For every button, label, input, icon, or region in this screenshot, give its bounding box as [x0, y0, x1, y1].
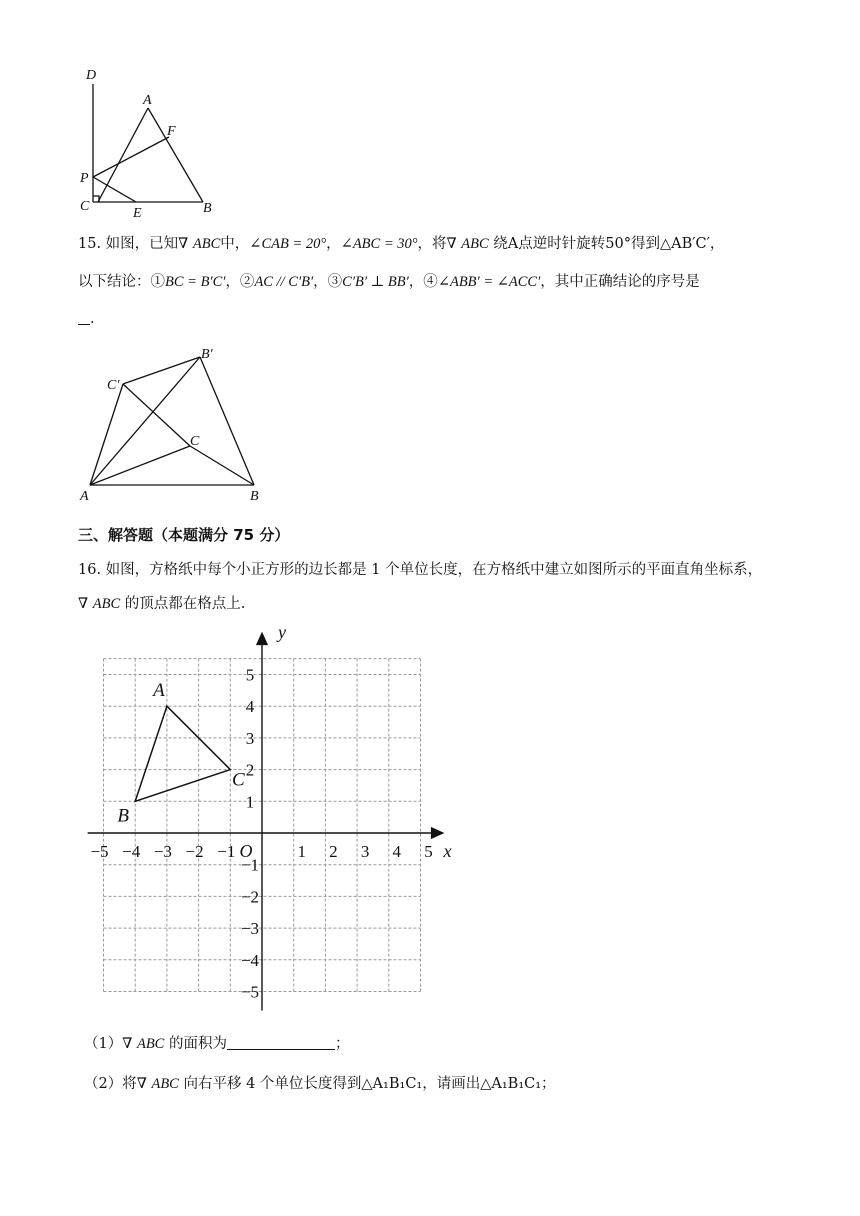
q16-sub2: （2）将∇ ABC 向右平移 4 个单位长度得到△A₁B₁C₁，请画出△A₁B₁C₁； — [84, 1076, 556, 1092]
y-tick-label: 5 — [245, 665, 255, 685]
label-a: A — [143, 93, 152, 108]
section-heading: 三、解答题（本题满分 75 分） — [78, 526, 290, 544]
q15-number: 15. — [78, 236, 102, 252]
label-bp: B′ — [201, 347, 213, 362]
label-d: D — [86, 68, 97, 83]
label-b: B — [250, 489, 259, 504]
label-f: F — [167, 124, 176, 139]
x-tick-label: 5 — [424, 842, 433, 861]
x-tick-label: 2 — [329, 842, 338, 861]
y-tick-label: 3 — [245, 728, 255, 748]
label-cp: C′ — [107, 378, 120, 393]
x-tick-label: −4 — [122, 842, 141, 861]
vertex-label-a: A — [153, 680, 165, 702]
label-a: A — [80, 489, 89, 504]
q15-line2: 以下结论：①BC = B′C′，②AC // C′B′，③C′B′ ⊥ BB′，④∠ABB′ = ∠ACC′，其中正确结论的序号是 — [78, 274, 700, 290]
origin-label: O — [239, 841, 253, 861]
q15-claim2: AC // C′B′ — [254, 274, 314, 290]
x-tick-label: −2 — [185, 842, 204, 861]
q16-sub1: （1）∇ ABC 的面积为 ； — [84, 1036, 350, 1052]
q15-cond1: ∠CAB = 20° — [249, 236, 327, 252]
q15-claim3: C′B′ ⊥ BB′ — [342, 274, 409, 290]
label-p: P — [80, 171, 89, 186]
q15-claim4: ∠ABB′ = ∠ACC′ — [437, 274, 541, 290]
q15-cond2: ∠ABC = 30° — [340, 236, 418, 252]
q15-line3: . — [78, 310, 95, 327]
triangle-abc — [135, 706, 230, 801]
q15-claim1: BC = B′C′ — [165, 274, 226, 290]
y-axis-arrow — [257, 633, 267, 644]
x-axis-label: x — [443, 841, 452, 861]
vertex-label-c: C — [231, 769, 245, 791]
y-tick-label: 4 — [245, 697, 255, 717]
label-c: C — [190, 434, 200, 449]
q16-line1: 16. 如图，方格纸中每个小正方形的边长都是 1 个单位长度，在方格纸中建立如图所示的平面直角坐标系， — [78, 562, 763, 578]
y-tick-label: −4 — [240, 950, 260, 970]
x-tick-label: −5 — [90, 842, 109, 861]
x-tick-label: −1 — [217, 842, 236, 861]
y-tick-label: −2 — [240, 887, 260, 907]
y-tick-label: 2 — [245, 760, 255, 780]
q15-line1: 15. 如图，已知∇ ABC中，∠CAB = 20°，∠ABC = 30°，将∇ ABC 绕A点逆时针旋转50°得到△AB′C′， — [78, 236, 725, 252]
x-tick-label: 3 — [360, 842, 370, 861]
label-e: E — [133, 206, 142, 221]
q16-area-answer-blank[interactable] — [227, 1035, 335, 1050]
x-tick-label: −3 — [153, 842, 172, 861]
y-tick-label: −3 — [240, 919, 260, 939]
x-tick-label: 4 — [392, 842, 402, 861]
label-c: C — [80, 199, 90, 214]
y-tick-label: −5 — [240, 982, 260, 1002]
q16-number: 16. — [78, 562, 102, 578]
y-tick-label: 1 — [245, 792, 255, 812]
y-tick-label: −1 — [240, 855, 260, 875]
vertex-label-b: B — [117, 805, 130, 827]
label-b: B — [203, 201, 212, 216]
y-axis-label: y — [278, 622, 286, 643]
q16-line2: ∇ ABC 的顶点都在格点上. — [78, 596, 246, 612]
x-axis-arrow — [432, 828, 443, 838]
x-tick-label: 1 — [297, 842, 306, 861]
